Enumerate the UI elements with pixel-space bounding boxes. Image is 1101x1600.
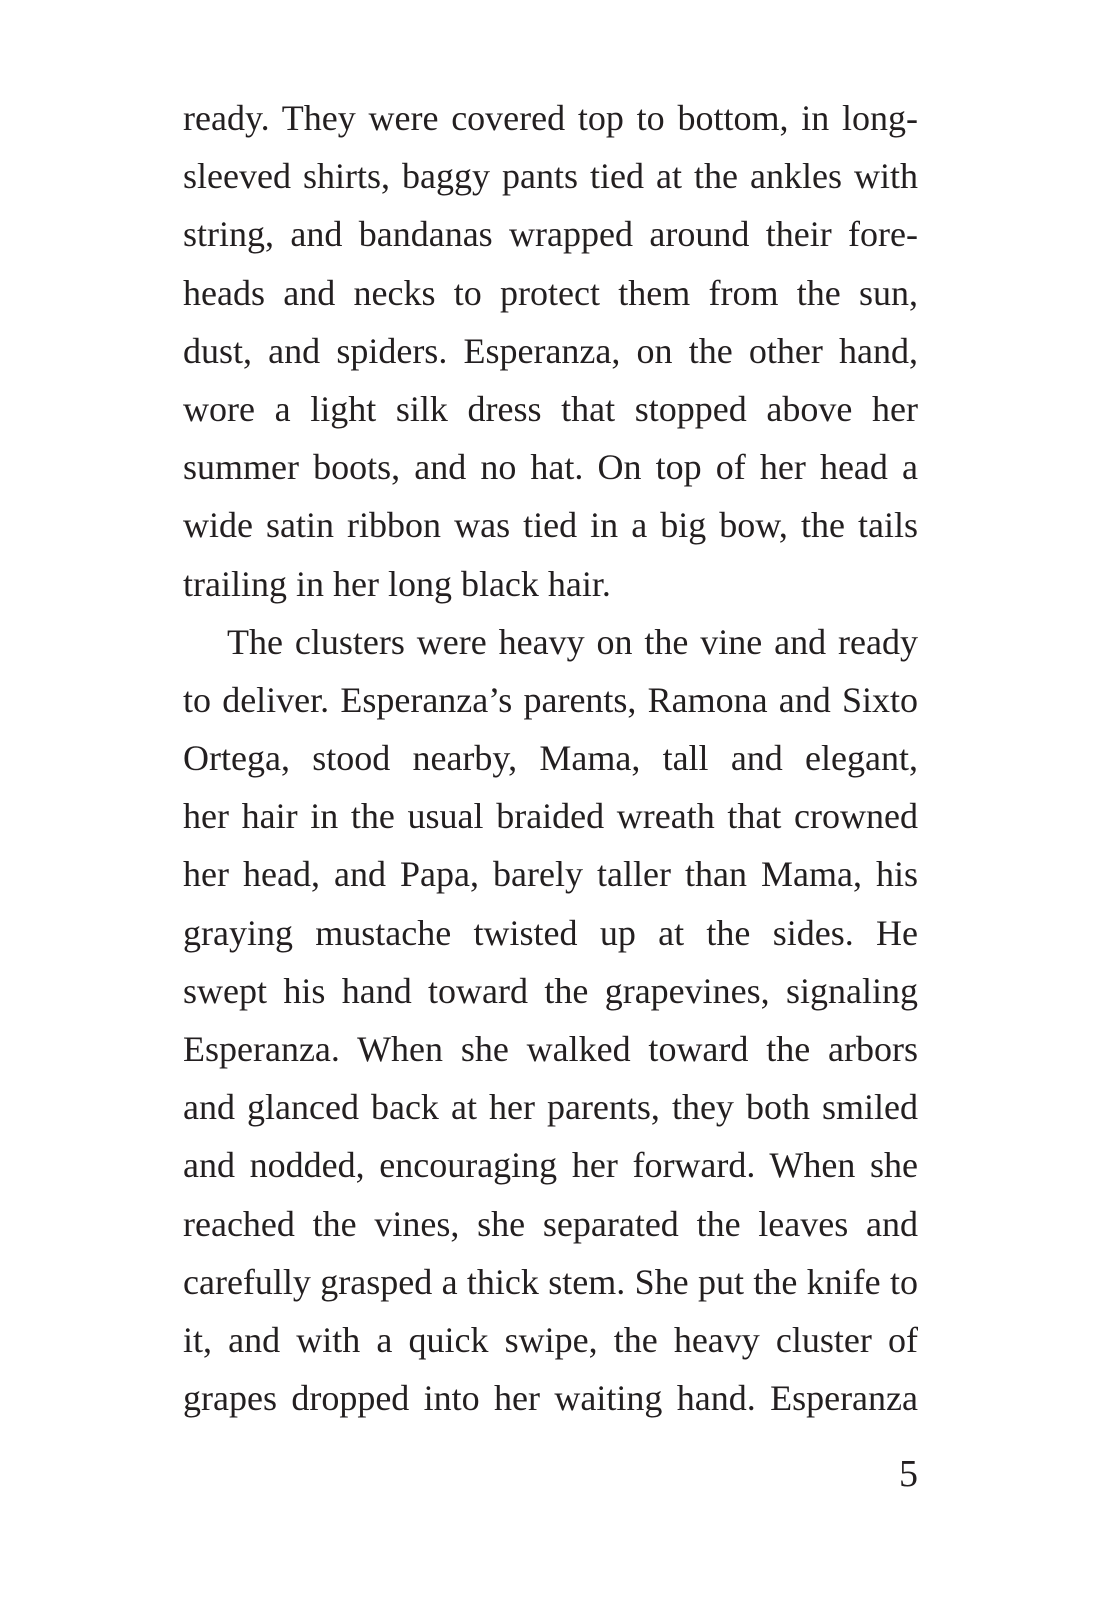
text-line: her hair in the usual braided wreath that crowned — [183, 796, 918, 837]
text-line: her head, and Papa, barely taller than Mama, his — [183, 854, 918, 895]
text-line: sleeved shirts, baggy pants tied at the ankles with — [183, 156, 918, 197]
text-line: Ortega, stood nearby, Mama, tall and elegant, — [183, 738, 918, 779]
text-line: summer boots, and no hat. On top of her head a — [183, 447, 918, 488]
text-line: dust, and spiders. Esperanza, on the other hand, — [183, 330, 918, 371]
text-line: ready. They were covered top to bottom, in long- — [183, 98, 918, 138]
text-line: and glanced back at her parents, they both smiled — [183, 1087, 918, 1128]
text-line: The clusters were heavy on the vine and ready — [227, 621, 918, 662]
text-line: wore a light silk dress that stopped above her — [183, 388, 918, 429]
text-line: string, and bandanas wrapped around their fore- — [183, 214, 918, 255]
text-line: and nodded, encouraging her forward. When she — [183, 1145, 918, 1186]
text-line: to deliver. Esperanza’s parents, Ramona and Sixto — [183, 679, 918, 720]
text-line: grapes dropped into her waiting hand. Esperanza — [183, 1378, 918, 1419]
text-line: reached the vines, she separated the leaves and — [183, 1203, 918, 1244]
text-line: swept his hand toward the grapevines, signaling — [183, 970, 918, 1011]
text-line: graying mustache twisted up at the sides. He — [183, 912, 918, 953]
text-line: wide satin ribbon was tied in a big bow, the tails — [183, 505, 918, 546]
page-number: 5 — [899, 1453, 918, 1495]
body-text — [183, 89, 918, 1427]
text-line: carefully grasped a thick stem. She put the knife to — [183, 1261, 918, 1302]
text-line: it, and with a quick swipe, the heavy cluster of — [183, 1319, 918, 1360]
text-line: Esperanza. When she walked toward the arbors — [183, 1029, 918, 1069]
text-line: heads and necks to protect them from the sun, — [183, 272, 918, 313]
text-line: trailing in her long black hair. — [183, 563, 611, 604]
